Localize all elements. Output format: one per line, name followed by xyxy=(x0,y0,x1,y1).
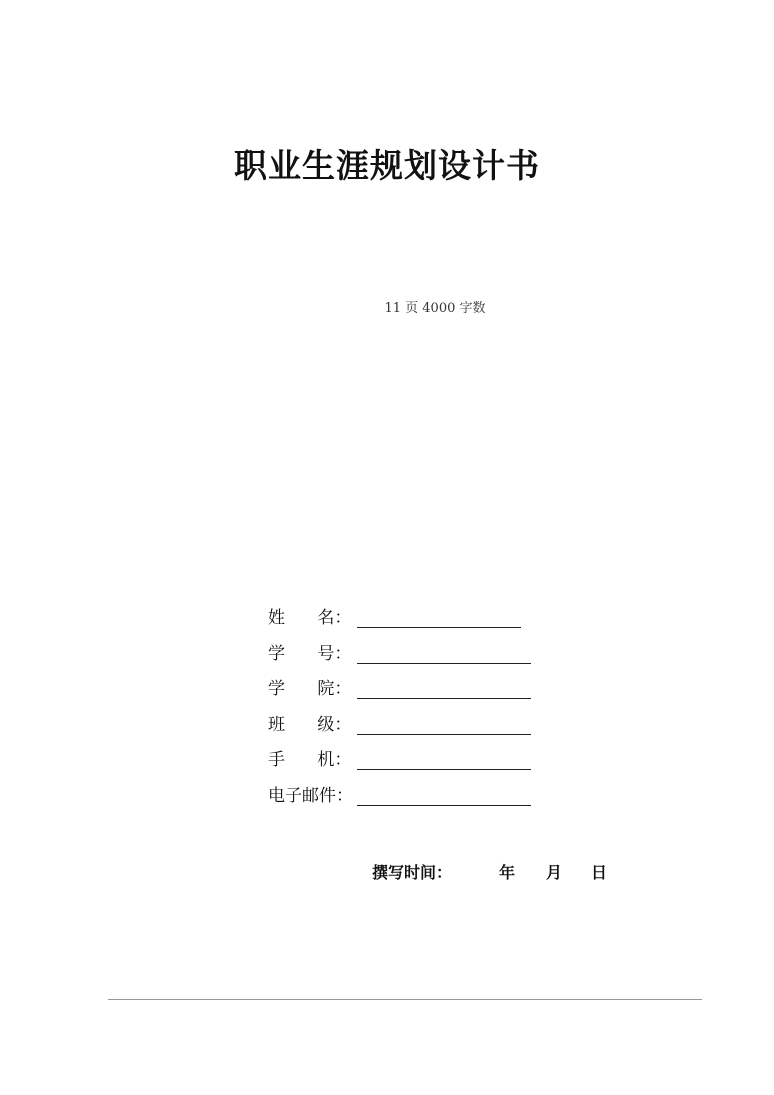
phone-label: 手 机： xyxy=(268,750,352,770)
student-id-blank-line[interactable] xyxy=(357,663,531,664)
name-label: 姓 名： xyxy=(268,608,352,628)
writing-date xyxy=(372,861,608,981)
email-label: 电子邮件： xyxy=(268,785,353,806)
month-label: 月 xyxy=(546,863,563,882)
writing-date-label: 撰写时间： xyxy=(372,863,453,882)
college-label: 学 院： xyxy=(268,679,352,699)
document-title: 职业生涯规划设计书 xyxy=(234,146,540,185)
name-blank-line[interactable] xyxy=(357,627,521,628)
class-label: 班 级： xyxy=(268,714,352,735)
student-id-label: 学 号： xyxy=(268,643,352,664)
college-blank-line[interactable] xyxy=(357,698,531,699)
email-blank-line[interactable] xyxy=(357,805,531,806)
document-subtitle: 11 页 4000 字数 xyxy=(384,301,486,316)
footer-divider xyxy=(108,999,702,1000)
day-label: 日 xyxy=(591,863,608,882)
phone-blank-line[interactable] xyxy=(357,769,531,770)
year-label: 年 xyxy=(499,863,516,882)
class-blank-line[interactable] xyxy=(357,734,531,735)
